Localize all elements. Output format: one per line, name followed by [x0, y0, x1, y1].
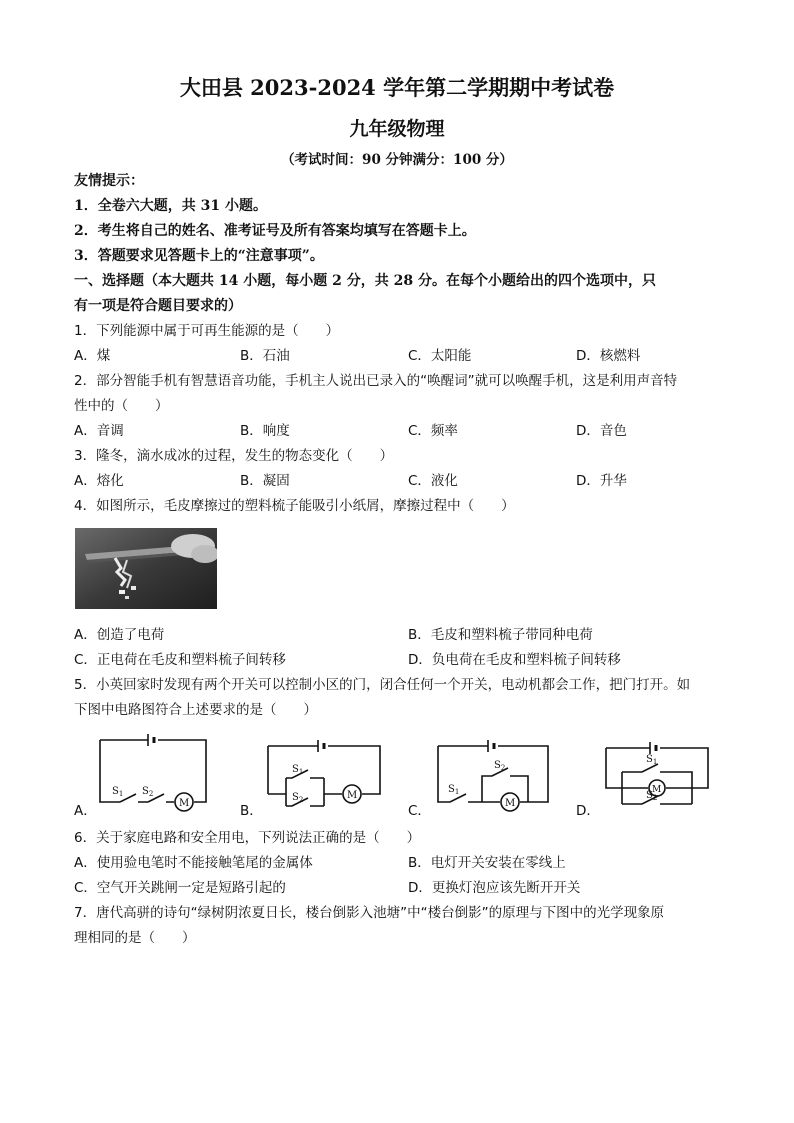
option-b: B．响度: [240, 423, 290, 439]
option-d: D．更换灯泡应该先断开开关: [408, 880, 581, 896]
question-stem: 性中的（ ）: [74, 398, 169, 414]
option-b: B．: [240, 803, 263, 819]
question-stem: 1．下列能源中属于可再生能源的是（ ）: [74, 323, 340, 339]
option-d: D．核燃料: [576, 348, 641, 364]
tip-item: 3．答题要求见答题卡上的“注意事项”。: [74, 248, 324, 264]
option-b: B．凝固: [240, 473, 290, 489]
question-stem: 5．小英回家时发现有两个开关可以控制小区的门，闭合任何一个开关，电动机都会工作，把门打开。如: [74, 677, 691, 693]
svg-text:M: M: [652, 785, 662, 795]
option-c: C．液化: [408, 473, 458, 489]
svg-text:S2: $S_2$: [646, 790, 658, 802]
question-stem: 6．关于家庭电路和安全用电，下列说法正确的是（ ）: [74, 830, 421, 846]
svg-text:S2: $S_2$: [142, 786, 154, 798]
circuit-diagram-c: [432, 736, 562, 814]
question-stem: 3．隆冬，滴水成冰的过程，发生的物态变化（ ）: [74, 448, 394, 464]
option-c: C．频率: [408, 423, 458, 439]
svg-text:S2: $S_2$: [494, 760, 506, 772]
comb-paper-photo: [75, 528, 217, 609]
question-stem: 4．如图所示，毛皮摩擦过的塑料梳子能吸引小纸屑，摩擦过程中（ ）: [74, 498, 515, 514]
option-c: C．正电荷在毛皮和塑料梳子间转移: [74, 652, 286, 668]
tip-item: 2．考生将自己的姓名、准考证号及所有答案均填写在答题卡上。: [74, 223, 476, 239]
circuit-diagram-a: [90, 730, 220, 814]
svg-text:M: M: [505, 798, 516, 809]
question-stem: 2．部分智能手机有智慧语音功能，手机主人说出已录入的“唤醒词”就可以唤醒手机，这是利用声音特: [74, 373, 678, 389]
option-d: D．升华: [576, 473, 627, 489]
section-heading: 有一项是符合题目要求的）: [74, 298, 242, 314]
option-a: A．煤: [74, 348, 111, 364]
svg-text:S1: $S_1$: [292, 764, 304, 776]
question-stem: 理相同的是（ ）: [74, 930, 196, 946]
subject-title: 九年级物理: [349, 118, 445, 140]
option-c: C．空气开关跳闸一定是短路引起的: [74, 880, 286, 896]
option-a: A．: [74, 803, 97, 819]
tips-heading: 友情提示：: [74, 173, 144, 189]
option-b: B．石油: [240, 348, 290, 364]
circuit-diagram-b: [262, 736, 392, 814]
question-stem: 7．唐代高骈的诗句“绿树阴浓夏日长，楼台倒影入池塘”中“楼台倒影”的原理与下图中的光学现象原: [74, 905, 665, 921]
option-c: C．: [408, 803, 431, 819]
option-b: B．电灯开关安装在零线上: [408, 855, 566, 871]
exam-title: 大田县 2023-2024 学年第二学期期中考试卷: [179, 75, 615, 100]
section-heading: 一、选择题（本大题共 14 小题，每小题 2 分，共 28 分。在每个小题给出的四个选项中，只: [74, 273, 656, 289]
option-d: D．负电荷在毛皮和塑料梳子间转移: [408, 652, 621, 668]
option-d: D．: [576, 803, 600, 819]
option-b: B．毛皮和塑料梳子带同种电荷: [408, 627, 593, 643]
tip-item: 1．全卷六大题，共 31 小题。: [74, 198, 267, 214]
option-c: C．太阳能: [408, 348, 472, 364]
circuit-diagram-d: [602, 740, 712, 814]
svg-text:M: M: [347, 790, 358, 801]
option-a: A．创造了电荷: [74, 627, 165, 643]
option-a: A．使用验电笔时不能接触笔尾的金属体: [74, 855, 313, 871]
option-a: A．音调: [74, 423, 124, 439]
svg-text:S1: $S_1$: [112, 786, 124, 798]
exam-info: （考试时间：90 分钟满分：100 分）: [281, 152, 513, 168]
svg-text:S1: $S_1$: [646, 754, 658, 766]
question-stem: 下图中电路图符合上述要求的是（ ）: [74, 702, 317, 718]
svg-text:M: M: [179, 798, 190, 809]
svg-text:S1: $S_1$: [448, 784, 460, 796]
option-a: A．熔化: [74, 473, 124, 489]
option-d: D．音色: [576, 423, 627, 439]
svg-text:S2: $S_2$: [292, 792, 304, 804]
